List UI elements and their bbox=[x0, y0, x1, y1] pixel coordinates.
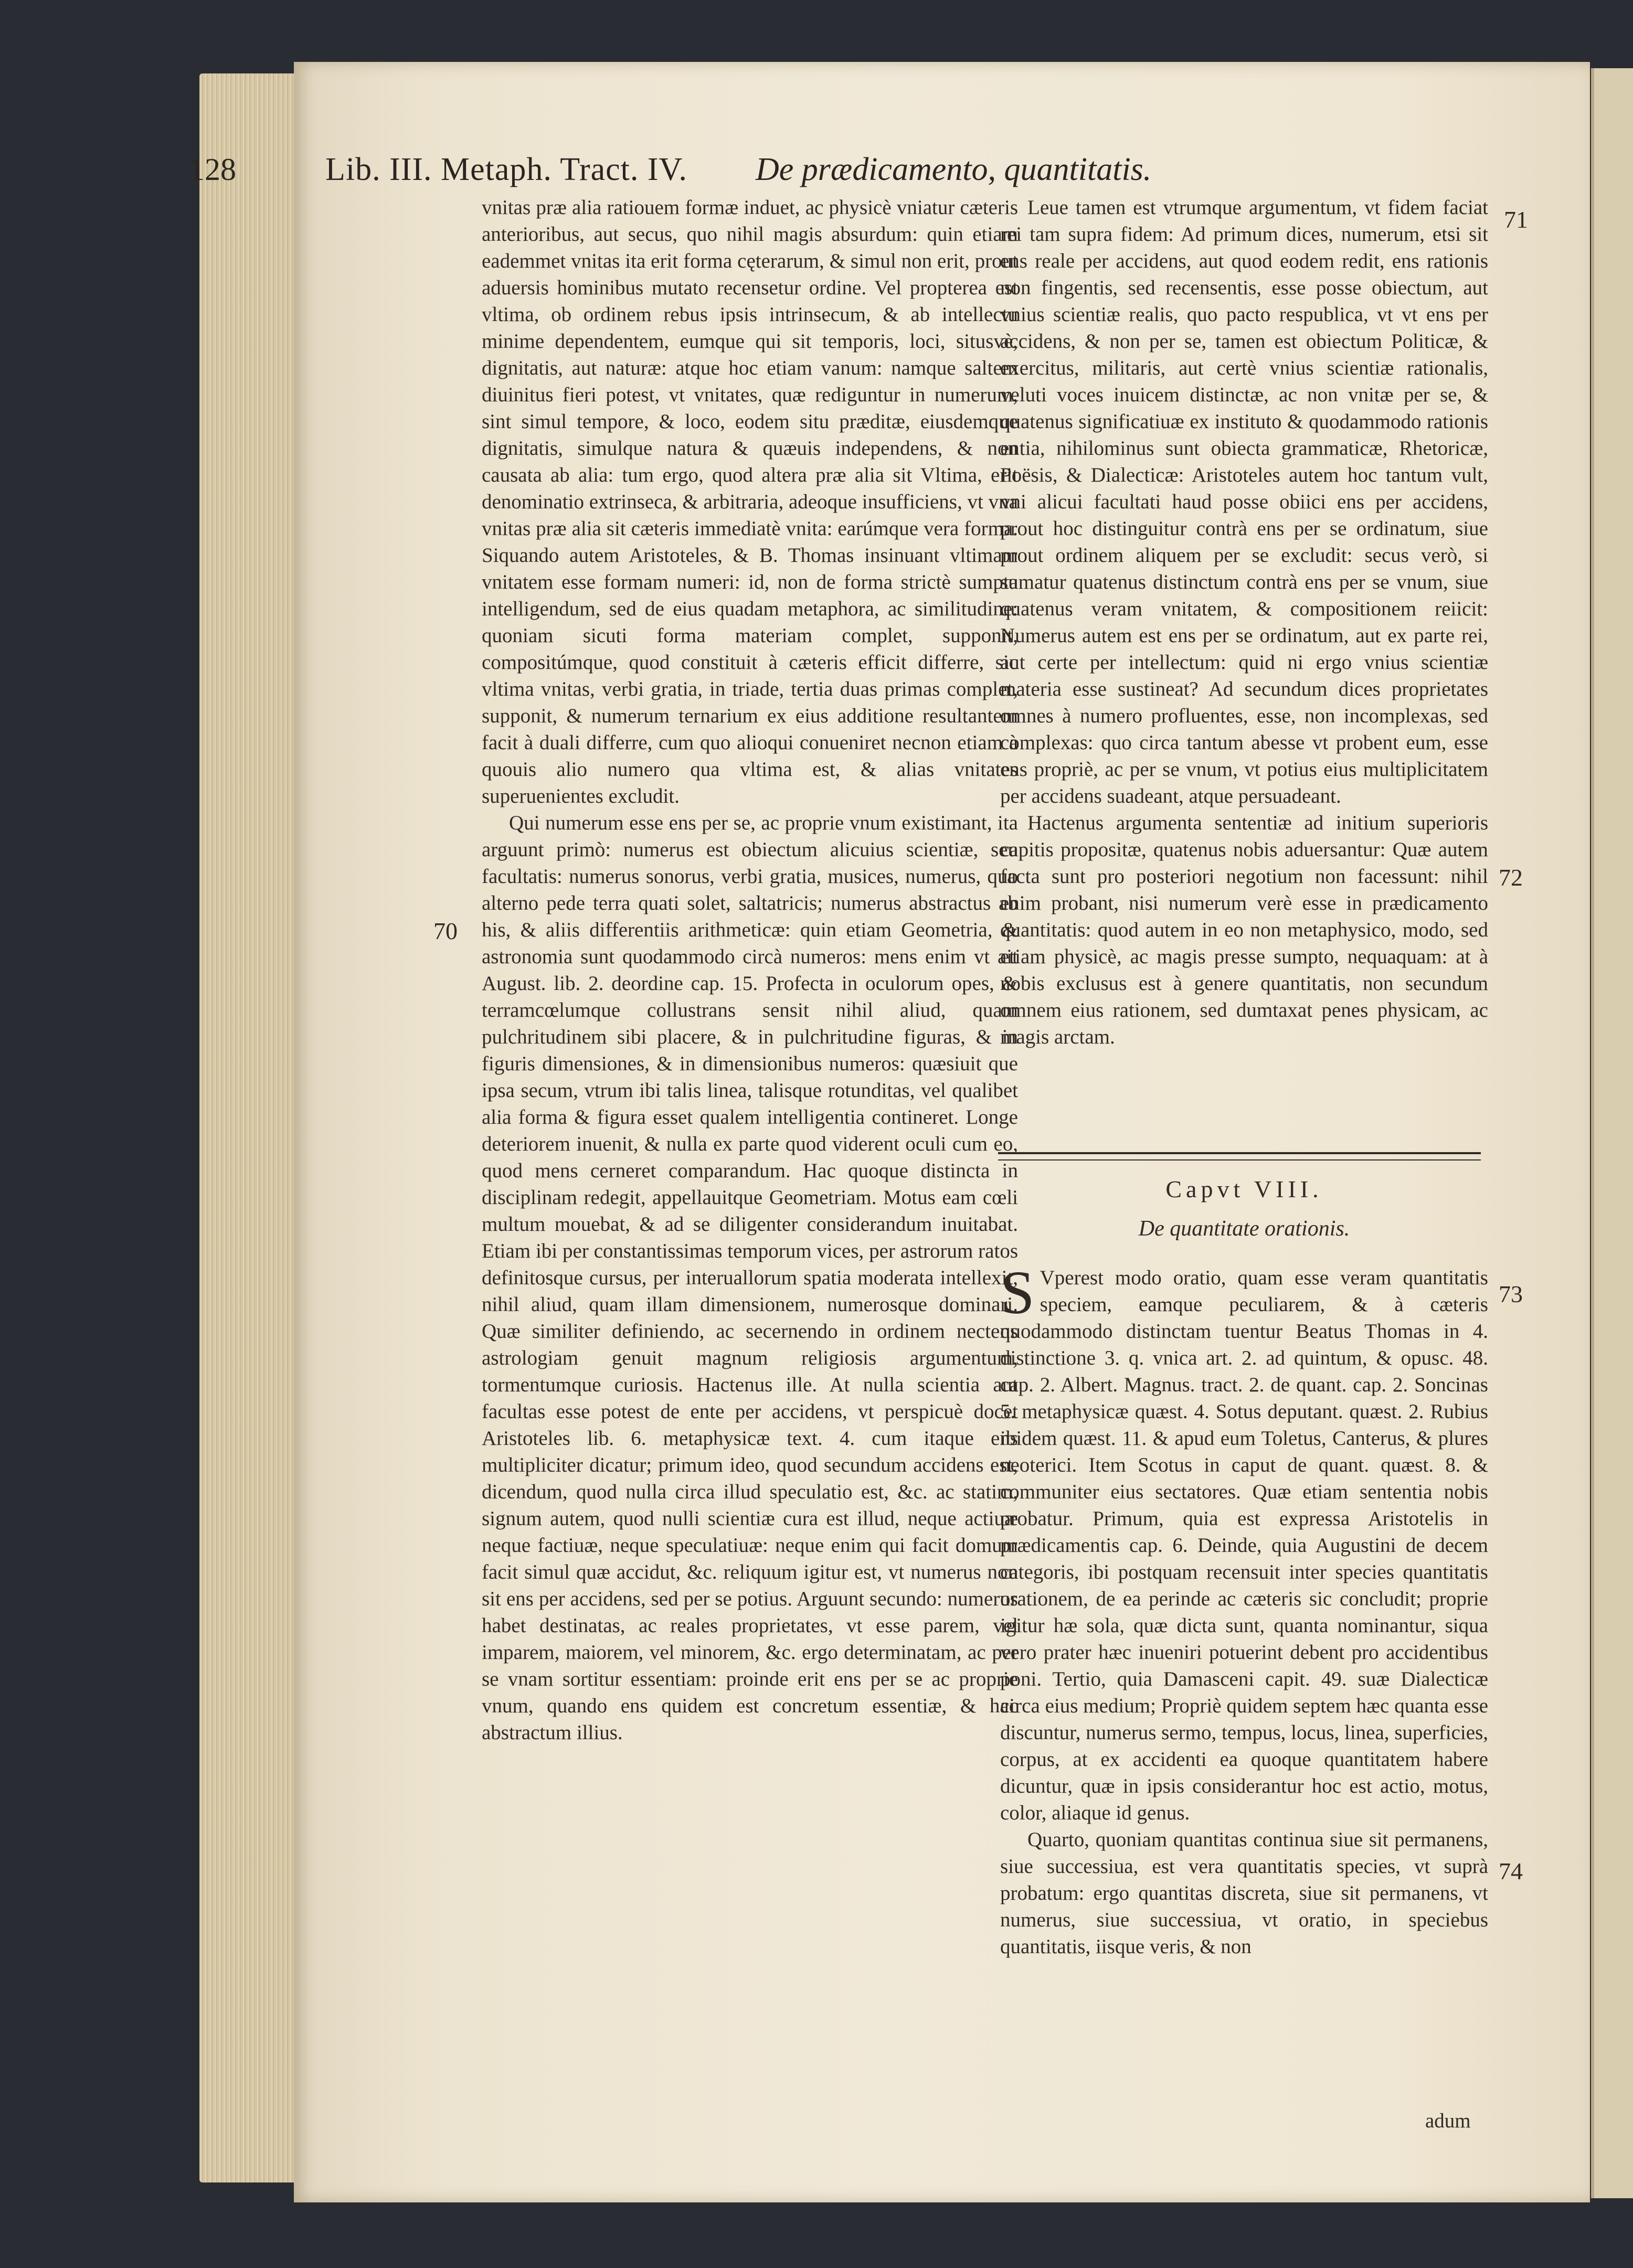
left-column bbox=[482, 194, 1018, 1746]
right-paragraph-1: Leue tamen est vtrumque argumentum, vt fidem faciat rei tam supra fidem: Ad primum dices, numerum, etsi sit ens reale per accidens, aut quod eodem redit, ens rationis non fingentis, sed recensentis, esse posse obiectum, aut vnius scientiæ realis, quo pacto respublica, vt vt ens per accidens, & non per se, tamen est obiectum Politicæ, & exercitus, militaris, aut certè vnius scientiæ rationalis, veluti voces inuicem distinctæ, ac non vnitæ per se, & quatenus significatiuæ ex instituto & quodammodo rationis entia, nihilominus sunt obiecta grammaticæ, Rhetoricæ, Poësis, & Dialecticæ: Aristoteles autem hoc tantum vult, vni alicui facultati haud posse obiici ens per accidens, prout hoc distinguitur contrà ens per se ordinatum, siue prout ordinem aliquem per se excludit: secus verò, si sumatur quatenus distinctum contrà ens per se vnum, siue quatenus veram vnitatem, & compositionem reiicit: Numerus autem est ens per se ordinatum, aut ex parte rei, aut certe per intellectum: quid ni ergo vnius scientiæ materia esse sustineat? Ad secundum dices proprietates omnes à numero profluentes, esse, non incomplexas, sed complexas: quo circa tantum abesse vt probent eum, esse ens propriè, ac per se vnum, vt potius eius multiplicitatem per accidens suadeant, atque persuadeant. bbox=[1000, 196, 1488, 807]
left-paragraph-1: vnitas præ alia ratiouem formæ induet, ac physicè vniatur cæteris anterioribus, aut secus, quo nihil magis absurdum: quin etiam eademmet vnitas ita erit forma cęterarum, & simul non erit, prout aduersis hominibus mutato recensetur ordine. Vel propterea est vltima, ob ordinem rebus ipsis intrinsecum, & ab intellectu minime dependentem, eumque qui sit temporis, loci, situsvè, dignitatis, aut naturæ: atque hoc etiam vanum: namque saltem diuinitus fieri potest, vt vnitates, quæ rediguntur in numerum, sint simul tempore, & loco, eodem situ præditæ, eiusdemque dignitatis, simulque natura & quæuis independens, & non causata ab alia: tum ergo, quod altera præ alia sit Vltima, erit denominatio extrinseca, & arbitraria, adeoque insufficiens, vt vna vnitas præ alia sit cæteris immediatè vnita: earúmque vera forma. Siquando autem Aristoteles, & B. Thomas insinuant vltimam vnitatem esse formam numeri: id, non de forma strictè sumpta intelligendum, sed de eius quadam metaphora, ac similitudine: quoniam sicuti forma materiam complet, supponit, compositúmque, quod constituit à cæteris efficit differre, sic vltima vnitas, verbi gratia, in triade, tertia duas primas complet, supponit, & numerum ternarium ex eius additione resultantem facit à duali differre, cum quo alioqui conueniret necnon etiam à quouis alio numero qua vltima est, & alias vnitates superuenientes excludit. bbox=[482, 196, 1018, 807]
left-paragraph-2: Qui numerum esse ens per se, ac proprie vnum existimant, ita arguunt primò: numerus est obiectum alicuius scientiæ, seu facultatis: numerus sonorus, verbi gratia, musices, numerus, quo alterno pede terra quati solet, saltatricis; numerus abstractus ab his, & aliis differentiis arithmeticæ: quin etiam Geometria, & astronomia sunt quodammodo circà numeros: mens enim vt ait August. lib. 2. deordine cap. 15. Profecta in oculorum opes, & terramcœlumque collustrans sensit nihil aliud, quam pulchritudinem sibi placere, & in pulchritudine figuras, & in figuris dimensiones, & in dimensionibus numeros: quæsiuit que ipsa secum, vtrum ibi talis linea, talisque rotunditas, vel qualibet alia forma & figura esset qualem intelligentia contineret. Longe deteriorem inuenit, & nulla ex parte quod viderent oculi cum eo, quod mens cerneret comparandum. Hac quoque distincta in disciplinam redegit, appellauitque Geometriam. Motus eam cœli multum mouebat, & ad se diligenter considerandum inuitabat. Etiam ibi per constantissimas temporum vices, per astrorum ratos definitosque cursus, per interuallorum spatia moderata intellexit, nihil aliud, quam illam dimensionem, numerosque dominari. Quæ similiter definiendo, ac secernendo in ordinem nectens astrologiam genuit magnum religiosis argumentum, tormentumque curiosis. Hactenus ille. At nulla scientia aut facultas esse potest de ente per accidens, vt perspicuè docet Aristoteles lib. 6. metaphysicæ text. 4. cum itaque ens multipliciter dicatur; primum ideo, quod secundum accidens est, dicendum, quod nulla circa illud speculatio est, &c. ac statim, signum autem, quod nulli scientiæ cura est illud, neque actiuæ neque factiuæ, neque speculatiuæ: neque enim qui facit domum facit simul quæ accidut, &c. reliquum igitur est, vt numerus non sit ens per accidens, sed per se potius. Arguunt secundo: numerus habet destinatas, ac reales proprietates, vt esse parem, vel imparem, maiorem, vel minorem, &c. ergo determinatam, ac per se vnam sortitur essentiam: proinde erit ens per se ac proprie vnum, quando ens quidem est concretum essentiæ, & hac abstractum illius. bbox=[482, 812, 1018, 1744]
header-subtitle: De prædicamento, quantitatis. bbox=[756, 152, 1152, 187]
header-title: Lib. III. Metaph. Tract. IV. bbox=[325, 152, 687, 187]
running-header bbox=[189, 151, 1396, 198]
chapter-subtitle: De quantitate orationis. bbox=[1138, 1217, 1350, 1241]
margin-number-74: 74 bbox=[1499, 1858, 1523, 1884]
right-paragraph-3-text: Vperest modo oratio, quam esse veram quantitatis speciem, eamque peculiarem, & à cæteris quodammodo distinctam tuentur Beatus Thomas in 4. distinctione 3. q. vnica art. 2. ad quintum, & opusc. 48. cap. 2. Albert. Magnus. tract. 2. de quant. cap. 2. Soncinas 5. metaphysicæ quæst. 4. Sotus deputant. quæst. 2. Rubius ibidem quæst. 11. & apud eum Toletus, Canterus, & plures neoterici. Item Scotus in caput de quant. quæst. 8. & communiter eius sectatores. Quæ etiam sententia nobis probatur. Primum, quia est expressa Aristotelis in prædicamentis cap. 6. Deinde, quia Augustini de decem categoris, ibi postquam recensuit inter species quantitatis orationem, de ea perinde ac cæteris sic concludit; proprie igitur hæ sola, quæ dicta sunt, quanta nominantur, siqua vero prater hæc inueniri potuerint debent pro accidentibus poni. Tertio, quia Damasceni capit. 49. suæ Dialecticæ circa eius medium; Propriè quidem septem hæc quanta esse discuntur, numerus sermo, tempus, locus, linea, superficies, corpus, at ex accidenti ea quoque quantitatem habere dicuntur, quæ in ipsis considerantur hoc est actio, motus, color, aliaque id genus. bbox=[1000, 1266, 1488, 1824]
right-paragraph-2: Hactenus argumenta sententiæ ad initium superioris capitis propositæ, quatenus nobis aduersantur: Quæ autem facta sunt pro posteriori negotium non facessunt: nihil enim probant, nisi numerum verè esse in prædicamento quantitatis: quod autem in eo non metaphysico, modo, sed etiam physicè, ac magis presse sumpto, nequaquam: at à nobis exclusus est à genere quantitatis, non secundum omnem eius rationem, sed dumtaxat penes physicam, ac magis arctam. bbox=[1000, 812, 1488, 1048]
margin-number-71: 71 bbox=[1504, 206, 1528, 233]
drop-cap: S bbox=[1000, 1258, 1035, 1327]
adjacent-page-edge bbox=[1591, 68, 1633, 2198]
margin-number-73: 73 bbox=[1499, 1281, 1523, 1307]
catchword: adum bbox=[1425, 2110, 1471, 2132]
right-column-top bbox=[1000, 194, 1488, 1050]
page-edges-stack bbox=[199, 73, 299, 2182]
chapter-divider-rule bbox=[998, 1152, 1481, 1160]
margin-number-70: 70 bbox=[433, 918, 458, 944]
margin-number-72: 72 bbox=[1499, 864, 1523, 891]
right-paragraph-4: Quarto, quoniam quantitas continua siue sit permanens, siue successiua, est vera quantitatis species, vt suprà probatum: ergo quantitas discreta, siue sit permanens, vt numerus, siue successiua, vt oratio, in speciebus quantitatis, iisque veris, & non bbox=[1000, 1828, 1488, 1958]
right-paragraph-3 bbox=[1000, 1258, 1488, 1826]
right-column-bottom bbox=[1000, 1258, 1488, 1960]
page-number: 128 bbox=[189, 152, 236, 187]
chapter-title: Capvt VIII. bbox=[1165, 1176, 1323, 1202]
